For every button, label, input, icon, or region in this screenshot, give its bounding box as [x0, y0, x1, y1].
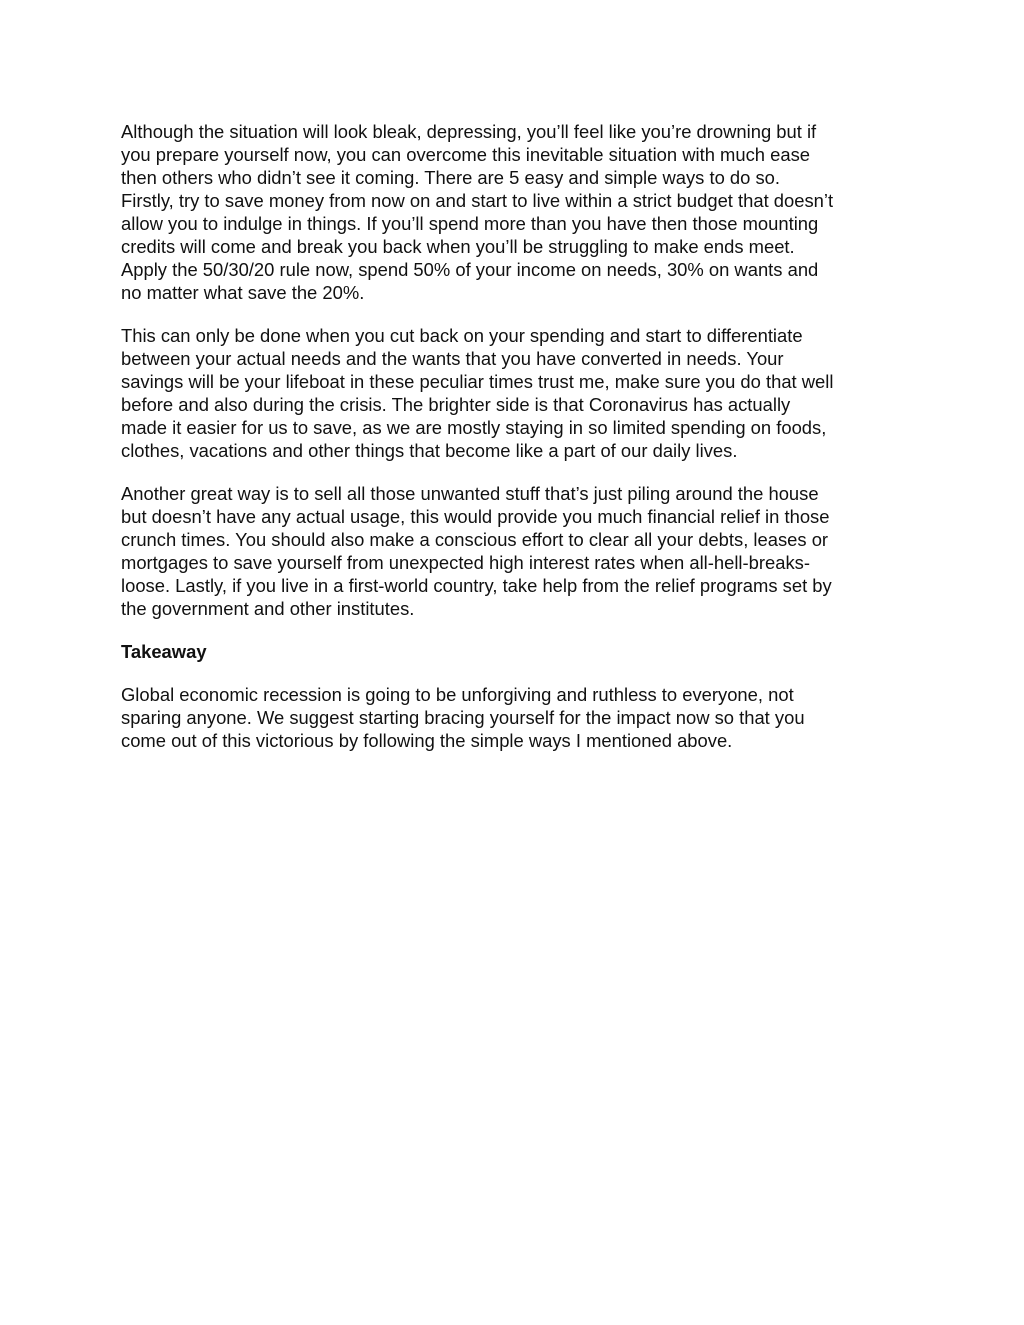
paragraph-takeaway: Global economic recession is going to be unforgiving and ruthless to everyone, not sparing anyone. We suggest starting bracing yourself for the impact now so that you come out of this victorious by following the simple ways I mentioned above.	[121, 684, 805, 751]
paragraph-savings-intro: Although the situation will look bleak, depressing, you’ll feel like you’re drowning but if you prepare yourself now, you can overcome this inevitable situation with much ease then others who didn’t see it coming. There are 5 easy and simple ways to do so. Firstly, try to save money from now on and start to live within a strict budget that doesn’t allow you to indulge in things. If you’ll spend more than you have then those mounting credits will come and break you back when you’ll be struggling to make ends meet. Apply the 50/30/20 rule now, spend 50% of your income on needs, 30% on wants and no matter what save the 20%.	[121, 121, 834, 303]
paragraph-cut-spending: This can only be done when you cut back on your spending and start to differentiate between your actual needs and the wants that you have converted in needs. Your savings will be your lifeboat in these peculiar times trust me, make sure you do that well before and also during the crisis. The brighter side is that Coronavirus has actually made it easier for us to save, as we are mostly staying in so limited spending on foods, clothes, vacations and other things that become like a part of our daily lives.	[121, 325, 834, 461]
section-heading-takeaway: Takeaway	[121, 641, 207, 662]
paragraph-sell-unwanted: Another great way is to sell all those unwanted stuff that’s just piling around the house but doesn’t have any actual usage, this would provide you much financial relief in those crunch times. You should also make a conscious effort to clear all your debts, leases or mortgages to save yourself from unexpected high interest rates when all-hell-breaks- loose. Lastly, if you live in a first-world country, take help from the relief programs set by the government and other institutes.	[121, 483, 832, 619]
document-body	[121, 120, 911, 772]
